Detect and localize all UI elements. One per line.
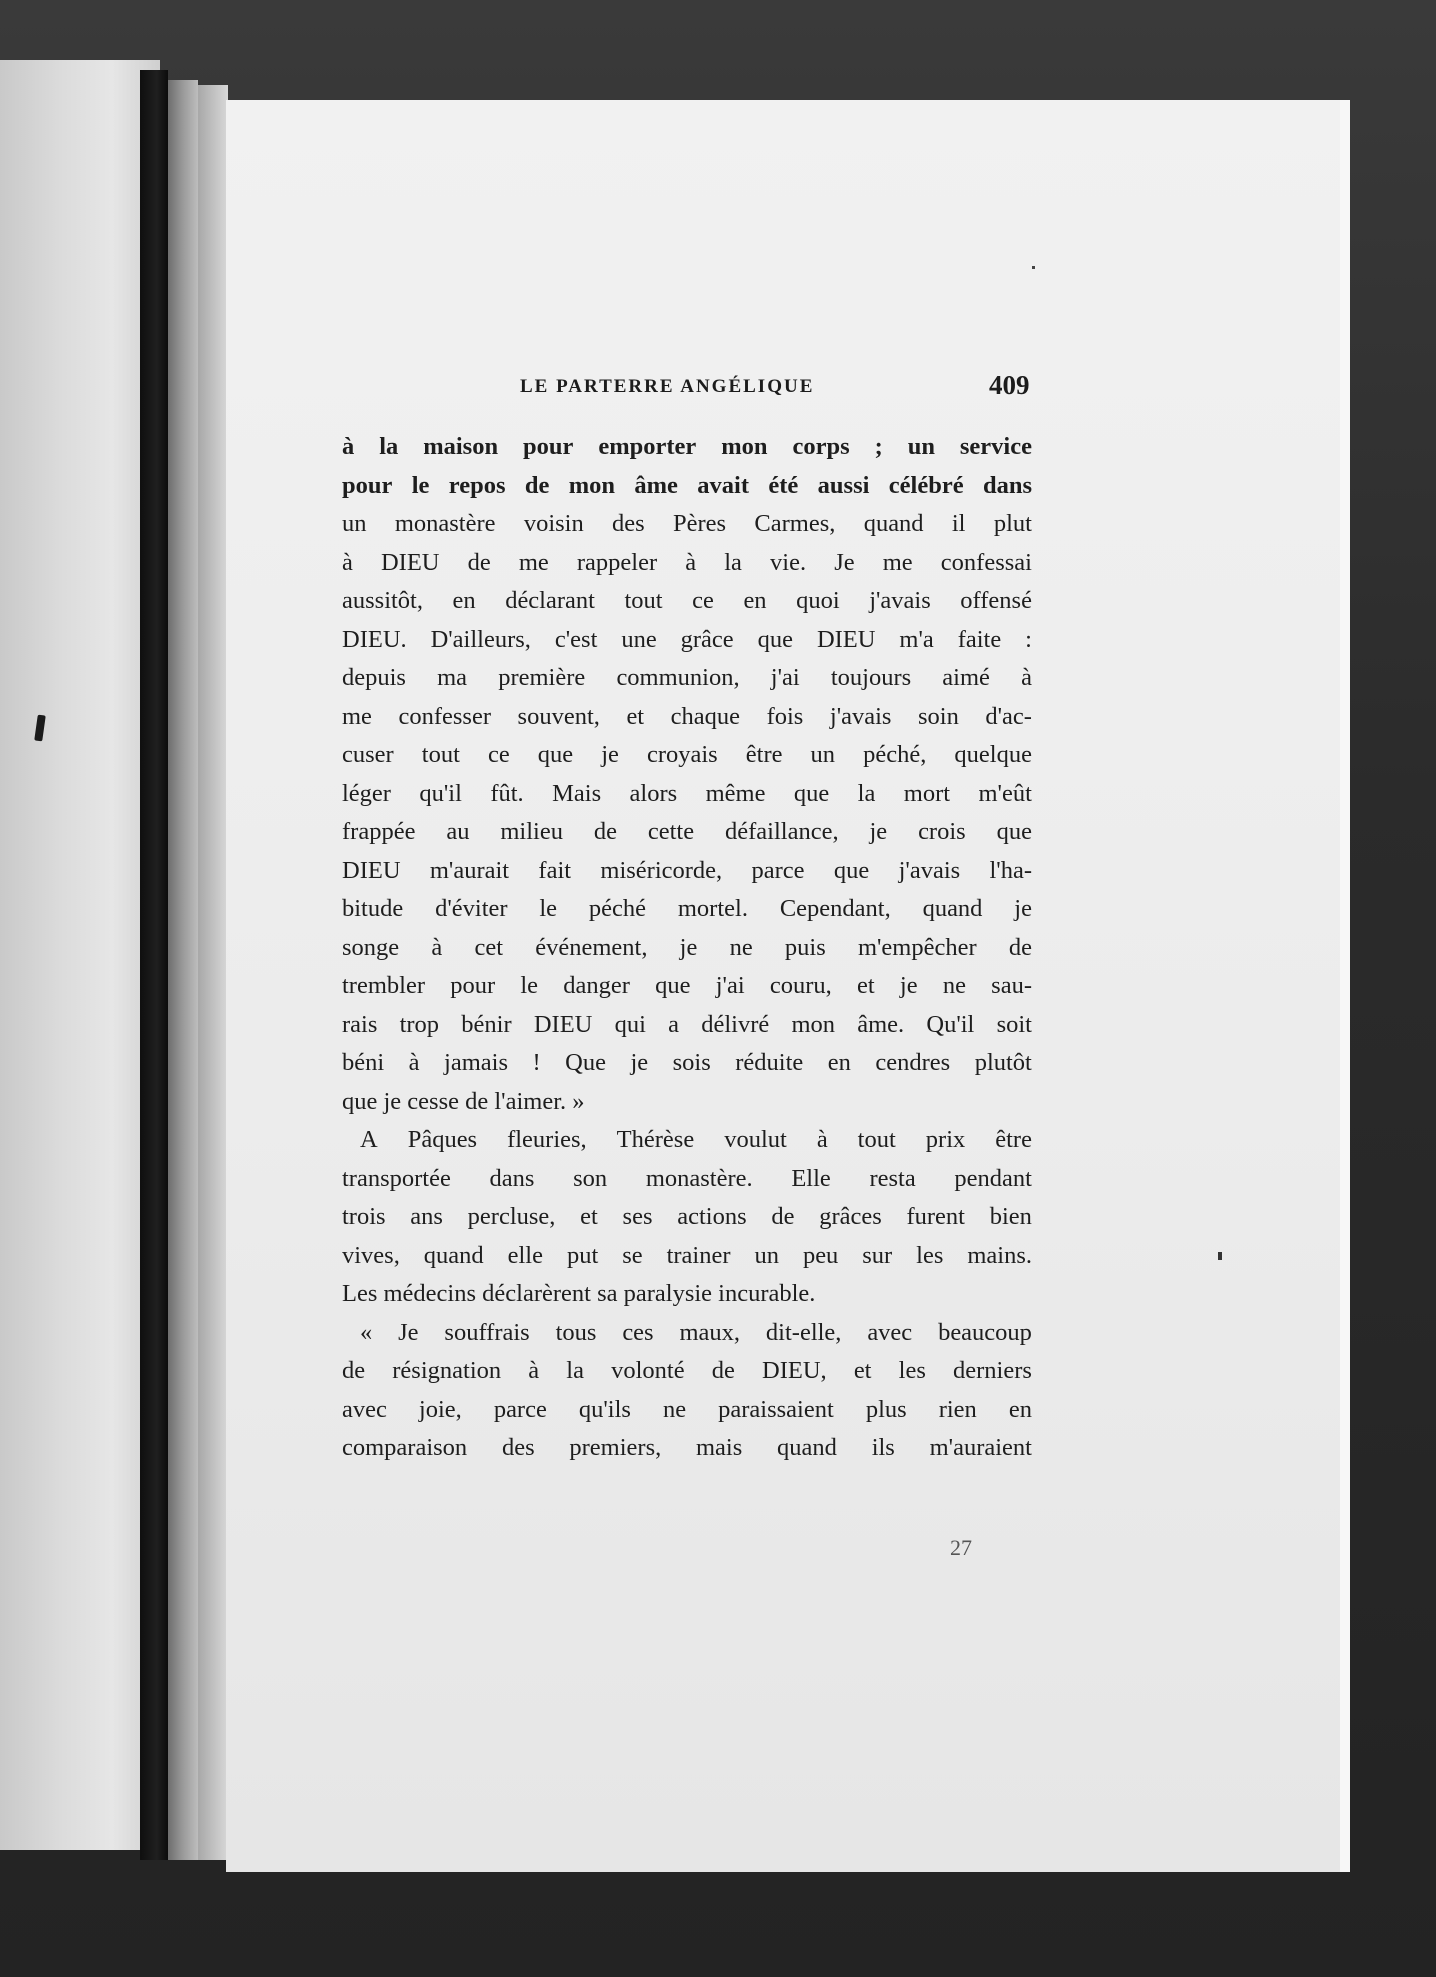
word: été — [768, 471, 799, 499]
word: un — [907, 433, 935, 460]
word: paraissaient — [718, 1395, 834, 1423]
word: croyais — [646, 741, 718, 768]
word: m'eût — [978, 779, 1032, 807]
word: que — [537, 741, 574, 768]
word: « — [360, 1318, 373, 1346]
word: la — [379, 433, 399, 460]
word: plut — [993, 510, 1032, 537]
word: je — [869, 818, 888, 845]
word: monastère — [394, 510, 496, 537]
word: chaque — [670, 702, 741, 730]
word: me — [518, 548, 549, 576]
word: mortel. — [677, 895, 748, 922]
page-edge — [1340, 100, 1350, 1872]
word: des — [501, 1434, 535, 1461]
word: ces — [622, 1318, 654, 1346]
word: mais — [696, 1434, 743, 1461]
word: il — [951, 510, 966, 537]
text-line — [342, 1429, 1032, 1468]
word: me — [882, 548, 913, 576]
word: je — [1014, 895, 1032, 922]
word: ! — [532, 1049, 541, 1076]
word: à — [408, 1049, 420, 1076]
text-line — [342, 852, 1032, 891]
word: ne — [729, 933, 753, 961]
word: furent — [906, 1203, 965, 1230]
word: un — [754, 1241, 779, 1269]
word: cet — [474, 933, 504, 961]
word: que — [996, 818, 1032, 845]
word: puis — [784, 933, 826, 961]
word: trainer — [666, 1241, 731, 1269]
word: et — [853, 1357, 872, 1384]
word: tout — [624, 587, 663, 614]
word: à — [342, 548, 353, 576]
word: que — [793, 779, 830, 807]
word: m'auraient — [929, 1434, 1032, 1461]
book-binding — [140, 70, 168, 1860]
word: fleuries, — [507, 1126, 587, 1153]
gutter-shadow — [168, 80, 198, 1860]
word: miséricorde, — [600, 856, 723, 884]
text-line — [342, 659, 1032, 698]
word: fois — [766, 702, 804, 730]
word: célébré — [888, 471, 964, 499]
word: de — [771, 1203, 795, 1230]
word: fût. — [490, 779, 524, 807]
word: communion, — [616, 664, 740, 691]
word: quand — [922, 895, 983, 922]
word: à — [342, 433, 355, 460]
word: Mais — [552, 779, 602, 807]
word: se — [622, 1241, 643, 1269]
word: volonté — [611, 1357, 685, 1384]
word: la — [724, 548, 742, 576]
word: et — [857, 972, 875, 999]
word: DIEU — [380, 548, 440, 576]
word: plutôt — [974, 1049, 1032, 1076]
word: tous — [555, 1318, 597, 1346]
word: en — [452, 587, 476, 614]
word: son — [573, 1164, 608, 1192]
word: DIEU, — [762, 1357, 827, 1384]
word: mon — [791, 1010, 836, 1038]
word: à — [1021, 664, 1032, 691]
word: j'ai — [770, 664, 800, 691]
speck — [1218, 1252, 1222, 1260]
text-line — [342, 1121, 1032, 1160]
word: cette — [647, 818, 695, 845]
facing-page — [0, 60, 160, 1850]
word: me — [342, 702, 372, 730]
word: et — [580, 1203, 598, 1230]
word: dans — [489, 1164, 535, 1192]
word: ma — [437, 664, 468, 691]
text-line: que je cesse de l'aimer. » — [342, 1087, 585, 1115]
word: rappeler — [576, 548, 658, 576]
word: bitude — [342, 895, 404, 922]
speck — [1032, 266, 1035, 269]
word: mon — [721, 433, 768, 460]
word: A — [360, 1126, 378, 1153]
word: emporter — [598, 433, 697, 460]
word: Carmes, — [754, 510, 836, 537]
word: le — [411, 471, 430, 499]
word: béni — [342, 1049, 385, 1076]
word: léger — [342, 779, 391, 807]
word: DIEU — [533, 1010, 593, 1038]
word: confessai — [940, 548, 1032, 576]
word: je — [601, 741, 619, 768]
text-line — [342, 698, 1032, 737]
word: Je — [398, 1318, 419, 1346]
text-line — [342, 1237, 1032, 1276]
word: une — [621, 625, 657, 653]
word: soit — [996, 1010, 1032, 1038]
word: j'avais — [898, 856, 961, 884]
word: service — [959, 433, 1032, 460]
text-line — [342, 621, 1032, 660]
word: toujours — [830, 664, 912, 691]
word: la — [857, 779, 876, 807]
signature-mark: 27 — [950, 1535, 972, 1560]
word: D'ailleurs, — [430, 625, 531, 653]
word: voisin — [523, 510, 584, 537]
word: résignation — [392, 1357, 502, 1384]
word: événement, — [535, 933, 648, 961]
word: elle — [507, 1241, 543, 1269]
word: le — [539, 895, 558, 922]
word: premiers, — [569, 1434, 662, 1461]
word: mains. — [967, 1241, 1032, 1269]
word: qu'il — [419, 779, 462, 807]
word: et — [626, 702, 645, 730]
word: plus — [865, 1395, 907, 1423]
word: grâces — [819, 1203, 882, 1230]
word: ne — [662, 1395, 687, 1423]
word: frappée — [342, 818, 416, 845]
word: Cependant, — [779, 895, 891, 922]
word: pour — [523, 433, 574, 460]
word: avec — [867, 1318, 913, 1346]
word: que — [655, 972, 691, 999]
word: joie, — [418, 1395, 462, 1423]
word: péché, — [863, 741, 927, 768]
word: Qu'il — [926, 1010, 975, 1038]
text-line — [342, 1006, 1032, 1045]
word: actions — [677, 1203, 747, 1230]
word: fait — [538, 856, 572, 884]
word: quand — [777, 1434, 837, 1461]
word: de — [711, 1357, 735, 1384]
text-line — [342, 505, 1032, 544]
word: ce — [692, 587, 714, 614]
word: aussitôt, — [342, 587, 423, 614]
word: ils — [871, 1434, 895, 1461]
word: rais — [342, 1010, 378, 1038]
word: aimé — [942, 664, 990, 691]
word: le — [520, 972, 539, 999]
text-line: Les médecins déclarèrent sa paralysie incurable. — [342, 1280, 816, 1307]
word: quand — [863, 510, 924, 537]
ink-mark — [34, 715, 46, 742]
text-line — [342, 813, 1032, 852]
word: qu'ils — [578, 1395, 631, 1423]
word: mort — [903, 779, 951, 807]
word: avait — [697, 471, 750, 499]
word: ce — [487, 741, 510, 768]
word: vives, — [342, 1241, 400, 1269]
word: parce — [751, 856, 805, 884]
word: péché — [588, 895, 647, 922]
word: d'éviter — [435, 895, 508, 922]
word: de — [467, 548, 491, 576]
word: Pâques — [407, 1126, 478, 1153]
word: je — [899, 972, 918, 999]
word: les — [916, 1241, 944, 1269]
word: de — [593, 818, 617, 845]
text-line — [342, 967, 1032, 1006]
word: crois — [918, 818, 966, 845]
word: couru, — [769, 972, 832, 999]
text-line — [342, 929, 1032, 968]
word: un — [810, 741, 836, 768]
word: voulut — [724, 1126, 787, 1153]
word: DIEU. — [342, 625, 407, 653]
word: je — [679, 933, 698, 961]
text-line — [342, 1391, 1032, 1430]
word: bien — [989, 1203, 1032, 1230]
word: souffrais — [444, 1318, 530, 1346]
word: ; — [874, 433, 883, 460]
word: dans — [982, 471, 1032, 499]
word: d'ac- — [985, 702, 1032, 730]
word: être — [745, 741, 783, 768]
text-line — [342, 775, 1032, 814]
word: depuis — [342, 664, 406, 691]
word: j'avais — [869, 587, 931, 614]
word: que — [833, 856, 870, 884]
word: a — [668, 1010, 679, 1038]
word: songe — [342, 933, 400, 961]
word: pendant — [954, 1164, 1032, 1192]
word: à — [685, 548, 697, 576]
word: souvent, — [517, 702, 600, 730]
word: put — [566, 1241, 599, 1269]
word: derniers — [953, 1357, 1032, 1384]
word: de — [524, 471, 550, 499]
word: avec — [342, 1395, 387, 1423]
word: comparaison — [342, 1434, 468, 1461]
word: aussi — [817, 471, 870, 499]
running-title: LE PARTERRE ANGÉLIQUE — [520, 376, 815, 397]
word: resta — [869, 1164, 916, 1192]
word: les — [898, 1357, 926, 1384]
word: tout — [421, 741, 460, 768]
text-line — [342, 428, 1032, 467]
word: faite — [957, 625, 1002, 653]
word: délivré — [701, 1010, 770, 1038]
word: ans — [410, 1203, 443, 1230]
word: tout — [857, 1126, 896, 1153]
word: de — [342, 1357, 366, 1384]
word: milieu — [500, 818, 563, 845]
word: à — [431, 933, 443, 961]
word: soin — [918, 702, 959, 730]
word: défaillance, — [725, 818, 839, 845]
word: au — [446, 818, 470, 845]
word: DIEU — [342, 856, 401, 884]
text-line — [342, 736, 1032, 775]
word: l'ha- — [989, 856, 1032, 884]
word: à — [816, 1126, 828, 1153]
word: première — [498, 664, 586, 691]
body-text — [342, 428, 1032, 1468]
word: rien — [938, 1395, 977, 1423]
word: en — [1008, 1395, 1032, 1423]
word: DIEU — [816, 625, 876, 653]
word: corps — [792, 433, 850, 460]
word: sau- — [991, 972, 1032, 999]
word: qui — [614, 1010, 646, 1038]
word: quelque — [954, 741, 1032, 768]
text-line — [342, 1352, 1032, 1391]
word: déclarant — [505, 587, 595, 614]
word: repos — [448, 471, 506, 499]
word: j'avais — [829, 702, 892, 730]
word: que — [757, 625, 793, 653]
word: même — [705, 779, 766, 807]
word: sur — [862, 1241, 893, 1269]
word: jamais — [444, 1049, 508, 1076]
word: Thérèse — [616, 1126, 695, 1153]
word: dit-elle, — [765, 1318, 842, 1346]
word: pour — [450, 972, 496, 999]
word: m'empêcher — [857, 933, 977, 961]
word: ses — [622, 1203, 653, 1230]
text-line — [342, 890, 1032, 929]
text-line — [342, 1198, 1032, 1237]
word: : — [1025, 625, 1032, 653]
word: vie. — [770, 548, 807, 576]
word: sois — [672, 1049, 711, 1076]
word: danger — [563, 972, 630, 999]
word: beaucoup — [938, 1318, 1032, 1346]
text-line — [342, 467, 1032, 506]
word: quand — [423, 1241, 484, 1269]
text-line — [342, 544, 1032, 583]
text-line — [342, 1044, 1032, 1083]
text-line — [342, 1160, 1032, 1199]
word: grâce — [680, 625, 734, 653]
word: de — [1008, 933, 1032, 961]
word: m'a — [899, 625, 934, 653]
word: m'aurait — [429, 856, 510, 884]
word: peu — [802, 1241, 839, 1269]
word: cuser — [342, 741, 394, 768]
word: un — [342, 510, 367, 537]
word: monastère. — [645, 1164, 753, 1192]
text-line — [342, 1314, 1032, 1353]
word: des — [612, 510, 645, 537]
word: la — [566, 1357, 584, 1384]
word: alors — [629, 779, 678, 807]
word: Que — [565, 1049, 606, 1076]
page-number: 409 — [989, 370, 1030, 400]
word: ne — [942, 972, 966, 999]
word: âme. — [857, 1010, 905, 1038]
word: Je — [834, 548, 855, 576]
word: confesser — [398, 702, 491, 730]
word: bénir — [461, 1010, 512, 1038]
word: trembler — [342, 972, 425, 999]
word: c'est — [554, 625, 598, 653]
word: Pères — [673, 510, 727, 537]
word: parce — [493, 1395, 547, 1423]
word: cendres — [875, 1049, 951, 1076]
word: trop — [399, 1010, 440, 1038]
word: en — [743, 587, 767, 614]
gutter-fade — [198, 85, 228, 1860]
word: offensé — [960, 587, 1032, 614]
word: j'ai — [715, 972, 745, 999]
word: Elle — [791, 1164, 831, 1192]
word: être — [995, 1126, 1032, 1153]
word: je — [630, 1049, 649, 1076]
word: âme — [634, 471, 678, 499]
word: mon — [568, 471, 616, 499]
word: en — [827, 1049, 851, 1076]
word: à — [528, 1357, 540, 1384]
word: percluse, — [467, 1203, 556, 1230]
word: pour — [342, 471, 393, 499]
word: prix — [925, 1126, 966, 1153]
word: maux, — [679, 1318, 741, 1346]
word: quoi — [796, 587, 840, 614]
word: transportée — [342, 1164, 451, 1192]
word: réduite — [735, 1049, 804, 1076]
text-line — [342, 582, 1032, 621]
word: trois — [342, 1203, 386, 1230]
word: maison — [423, 433, 499, 460]
